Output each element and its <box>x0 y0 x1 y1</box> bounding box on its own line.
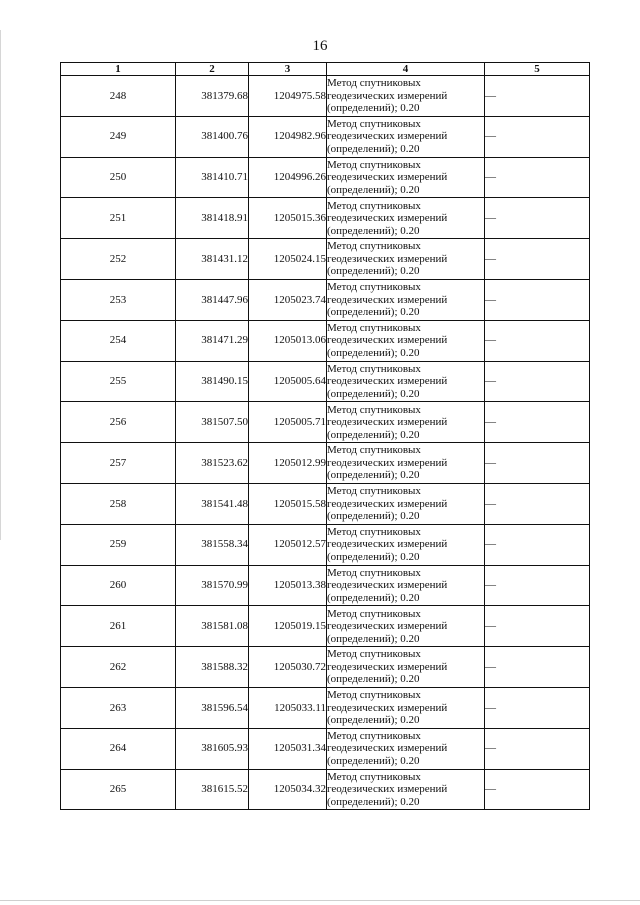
point-number-cell: 260 <box>61 565 176 606</box>
point-number-cell: 259 <box>61 524 176 565</box>
method-cell: Метод спутниковых геодезических измерений (определений); 0.20 <box>327 687 485 728</box>
description-cell: — <box>485 606 590 647</box>
y-coordinate-cell: 1205031.34 <box>249 728 327 769</box>
y-coordinate-cell: 1205033.11 <box>249 687 327 728</box>
description-cell: — <box>485 647 590 688</box>
x-coordinate-cell: 381379.68 <box>176 76 249 117</box>
point-number-cell: 255 <box>61 361 176 402</box>
y-coordinate-cell: 1205015.36 <box>249 198 327 239</box>
method-cell: Метод спутниковых геодезических измерений (определений); 0.20 <box>327 279 485 320</box>
point-number-cell: 248 <box>61 76 176 117</box>
point-number-cell: 256 <box>61 402 176 443</box>
point-number-cell: 254 <box>61 320 176 361</box>
method-cell: Метод спутниковых геодезических измерений (определений); 0.20 <box>327 157 485 198</box>
point-number-cell: 249 <box>61 116 176 157</box>
description-cell: — <box>485 279 590 320</box>
description-cell: — <box>485 443 590 484</box>
y-coordinate-cell: 1205023.74 <box>249 279 327 320</box>
point-number-cell: 252 <box>61 239 176 280</box>
column-header-3: 3 <box>249 63 327 76</box>
y-coordinate-cell: 1205013.38 <box>249 565 327 606</box>
description-cell: — <box>485 198 590 239</box>
x-coordinate-cell: 381490.15 <box>176 361 249 402</box>
method-cell: Метод спутниковых геодезических измерений (определений); 0.20 <box>327 728 485 769</box>
y-coordinate-cell: 1204982.96 <box>249 116 327 157</box>
y-coordinate-cell: 1205005.64 <box>249 361 327 402</box>
method-cell: Метод спутниковых геодезических измерений (определений); 0.20 <box>327 769 485 810</box>
scan-bottom-line <box>0 900 640 901</box>
y-coordinate-cell: 1205005.71 <box>249 402 327 443</box>
table-body <box>61 76 590 810</box>
method-cell: Метод спутниковых геодезических измерений (определений); 0.20 <box>327 483 485 524</box>
method-cell: Метод спутниковых геодезических измерений (определений); 0.20 <box>327 524 485 565</box>
column-header-2: 2 <box>176 63 249 76</box>
x-coordinate-cell: 381447.96 <box>176 279 249 320</box>
method-cell: Метод спутниковых геодезических измерений (определений); 0.20 <box>327 606 485 647</box>
point-number-cell: 264 <box>61 728 176 769</box>
table-row <box>61 76 590 117</box>
y-coordinate-cell: 1205034.32 <box>249 769 327 810</box>
y-coordinate-cell: 1205024.15 <box>249 239 327 280</box>
scan-edge-line <box>0 30 1 540</box>
description-cell: — <box>485 483 590 524</box>
table-row <box>61 443 590 484</box>
method-cell: Метод спутниковых геодезических измерений (определений); 0.20 <box>327 239 485 280</box>
table-row <box>61 483 590 524</box>
point-number-cell: 258 <box>61 483 176 524</box>
x-coordinate-cell: 381471.29 <box>176 320 249 361</box>
method-cell: Метод спутниковых геодезических измерений (определений); 0.20 <box>327 198 485 239</box>
description-cell: — <box>485 769 590 810</box>
description-cell: — <box>485 524 590 565</box>
description-cell: — <box>485 402 590 443</box>
y-coordinate-cell: 1205030.72 <box>249 647 327 688</box>
method-cell: Метод спутниковых геодезических измерений (определений); 0.20 <box>327 320 485 361</box>
x-coordinate-cell: 381431.12 <box>176 239 249 280</box>
point-number-cell: 250 <box>61 157 176 198</box>
point-number-cell: 251 <box>61 198 176 239</box>
description-cell: — <box>485 76 590 117</box>
method-cell: Метод спутниковых геодезических измерений (определений); 0.20 <box>327 565 485 606</box>
y-coordinate-cell: 1205012.99 <box>249 443 327 484</box>
point-number-cell: 262 <box>61 647 176 688</box>
description-cell: — <box>485 565 590 606</box>
method-cell: Метод спутниковых геодезических измерений (определений); 0.20 <box>327 76 485 117</box>
y-coordinate-cell: 1205013.06 <box>249 320 327 361</box>
table-row <box>61 565 590 606</box>
table-row <box>61 606 590 647</box>
x-coordinate-cell: 381523.62 <box>176 443 249 484</box>
x-coordinate-cell: 381570.99 <box>176 565 249 606</box>
x-coordinate-cell: 381558.34 <box>176 524 249 565</box>
description-cell: — <box>485 728 590 769</box>
table-row <box>61 157 590 198</box>
description-cell: — <box>485 116 590 157</box>
x-coordinate-cell: 381507.50 <box>176 402 249 443</box>
table-row <box>61 769 590 810</box>
table-row <box>61 320 590 361</box>
x-coordinate-cell: 381418.91 <box>176 198 249 239</box>
description-cell: — <box>485 320 590 361</box>
table-row <box>61 402 590 443</box>
point-number-cell: 253 <box>61 279 176 320</box>
x-coordinate-cell: 381605.93 <box>176 728 249 769</box>
y-coordinate-cell: 1204975.58 <box>249 76 327 117</box>
x-coordinate-cell: 381400.76 <box>176 116 249 157</box>
x-coordinate-cell: 381596.54 <box>176 687 249 728</box>
x-coordinate-cell: 381410.71 <box>176 157 249 198</box>
table-row <box>61 728 590 769</box>
column-header-5: 5 <box>485 63 590 76</box>
x-coordinate-cell: 381581.08 <box>176 606 249 647</box>
point-number-cell: 263 <box>61 687 176 728</box>
method-cell: Метод спутниковых геодезических измерений (определений); 0.20 <box>327 402 485 443</box>
point-number-cell: 257 <box>61 443 176 484</box>
table-row <box>61 239 590 280</box>
column-header-4: 4 <box>327 63 485 76</box>
description-cell: — <box>485 687 590 728</box>
table-header-row <box>61 63 590 76</box>
y-coordinate-cell: 1205015.58 <box>249 483 327 524</box>
x-coordinate-cell: 381588.32 <box>176 647 249 688</box>
table-row <box>61 687 590 728</box>
point-number-cell: 265 <box>61 769 176 810</box>
description-cell: — <box>485 239 590 280</box>
x-coordinate-cell: 381615.52 <box>176 769 249 810</box>
y-coordinate-cell: 1205012.57 <box>249 524 327 565</box>
method-cell: Метод спутниковых геодезических измерений (определений); 0.20 <box>327 443 485 484</box>
table-row <box>61 116 590 157</box>
method-cell: Метод спутниковых геодезических измерений (определений); 0.20 <box>327 647 485 688</box>
description-cell: — <box>485 157 590 198</box>
description-cell: — <box>485 361 590 402</box>
coordinates-table <box>60 62 590 810</box>
column-header-1: 1 <box>61 63 176 76</box>
table-row <box>61 279 590 320</box>
y-coordinate-cell: 1204996.26 <box>249 157 327 198</box>
method-cell: Метод спутниковых геодезических измерений (определений); 0.20 <box>327 116 485 157</box>
table-row <box>61 361 590 402</box>
table-row <box>61 524 590 565</box>
x-coordinate-cell: 381541.48 <box>176 483 249 524</box>
y-coordinate-cell: 1205019.15 <box>249 606 327 647</box>
point-number-cell: 261 <box>61 606 176 647</box>
page-number: 16 <box>312 38 328 54</box>
table-row <box>61 198 590 239</box>
table-row <box>61 647 590 688</box>
method-cell: Метод спутниковых геодезических измерений (определений); 0.20 <box>327 361 485 402</box>
